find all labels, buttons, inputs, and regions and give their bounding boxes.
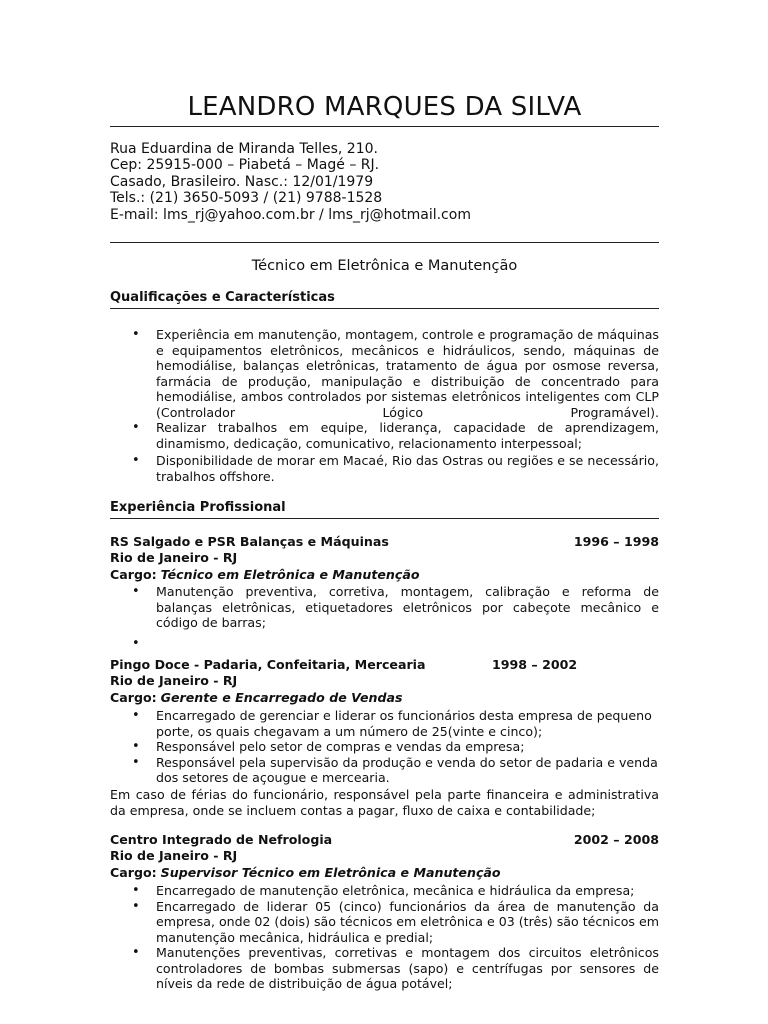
divider — [110, 242, 659, 243]
company-name: RS Salgado e PSR Balanças e Máquinas — [110, 534, 389, 549]
job-cargo: Cargo: Supervisor Técnico em Eletrônica e Manutenção — [110, 865, 501, 880]
list-item: • Encarregado de liderar 05 (cinco) funcionários da área de manutenção da empresa, onde 02 (dois) são técnicos em eletrônica e 03 (três) são técnicos em manutenção mecânica, hidráulica e predial; — [110, 899, 659, 946]
list-item: • Encarregado de gerenciar e liderar os funcionários desta empresa de pequeno porte, os quais chegavam a um número de 25(vinte e cinco); — [110, 708, 659, 739]
job-duties-list — [110, 708, 659, 786]
job-period: 1996 – 1998 — [573, 534, 659, 549]
personal-line: Casado, Brasileiro. Nasc.: 12/01/1979 — [110, 173, 374, 190]
list-item: • Manutenções preventivas, corretivas e montagem dos circuitos eletrônicos controladores de bombas submersas (sapo) e centrífugas por sensores de níveis da rede de distribuição de água potável; — [110, 945, 659, 992]
phone-line: Tels.: (21) 3650-5093 / (21) 9788-1528 — [110, 190, 383, 207]
job-location: Rio de Janeiro - RJ — [110, 847, 238, 863]
list-item: • Encarregado de manutenção eletrônica, mecânica e hidráulica da empresa; — [110, 883, 659, 899]
contact-block — [110, 141, 471, 223]
job-location: Rio de Janeiro - RJ — [110, 549, 238, 565]
address-line: Rua Eduardina de Miranda Telles, 210. — [110, 141, 378, 157]
list-item: • Disponibilidade de morar em Macaé, Rio das Ostras ou regiões e se necessário, trabalhos offshore. — [110, 453, 659, 484]
job-entry — [110, 832, 659, 881]
section-heading-qualifications: Qualificações e Características — [110, 290, 335, 305]
section-heading-experience: Experiência Profissional — [110, 500, 286, 515]
list-item: • Experiência em manutenção, montagem, controle e programação de máquinas e equipamentos eletrônicos, mecânicos e hidráulicos, sendo, máquinas de hemodiálise, balanças eletrônicas, tratamento de água por osmose reversa, farmácia de produção, manipulação e distribuição de concentrado para hemodiálise, ambos controlados por sistemas eletrônicos inteligentes com CLP (Controlador Lógico Programável). — [110, 327, 659, 420]
divider — [110, 308, 659, 309]
job-location: Rio de Janeiro - RJ — [110, 672, 238, 688]
list-item: • Realizar trabalhos em equipe, liderança, capacidade de aprendizagem, dinamismo, dedicação, comunicativo, relacionamento interpessoal; — [110, 420, 659, 451]
job-duties-list — [110, 883, 659, 992]
list-item: • Manutenção preventiva, corretiva, montagem, calibração e reforma de balanças eletrônicas, etiquetadores eletrônicos por cabeçote mecânico e código de barras; — [110, 584, 659, 631]
list-item: • Responsável pelo setor de compras e vendas da empresa; — [110, 739, 659, 755]
job-cargo: Cargo: Técnico em Eletrônica e Manutenção — [110, 567, 420, 582]
qualifications-list — [110, 327, 659, 484]
job-entry — [110, 657, 659, 706]
job-entry — [110, 534, 659, 583]
company-name: Pingo Doce - Padaria, Confeitaria, Mercearia — [110, 657, 426, 672]
divider — [110, 126, 659, 127]
email-line: E-mail: lms_rj@yahoo.com.br / lms_rj@hotmail.com — [110, 206, 471, 223]
cep-line: Cep: 25915-000 – Piabetá – Magé – RJ. — [110, 157, 380, 174]
company-name: Centro Integrado de Nefrologia — [110, 832, 333, 847]
job-period: 2002 – 2008 — [573, 832, 659, 847]
list-item: • Responsável pela supervisão da produção e venda do setor de padaria e venda dos setores de açougue e mercearia. — [110, 755, 659, 786]
list-item — [110, 636, 659, 651]
job-cargo: Cargo: Gerente e Encarregado de Vendas — [110, 690, 403, 705]
job-duties-list — [110, 584, 659, 651]
job-period: 1998 – 2002 — [492, 657, 578, 672]
divider — [110, 518, 659, 519]
candidate-name: LEANDRO MARQUES DA SILVA — [187, 92, 582, 122]
job-note: Em caso de férias do funcionário, responsável pela parte financeira e administrativa da empresa, onde se incluem contas a pagar, fluxo de caixa e contabilidade; — [110, 787, 659, 818]
job-title: Técnico em Eletrônica e Manutenção — [251, 258, 518, 274]
